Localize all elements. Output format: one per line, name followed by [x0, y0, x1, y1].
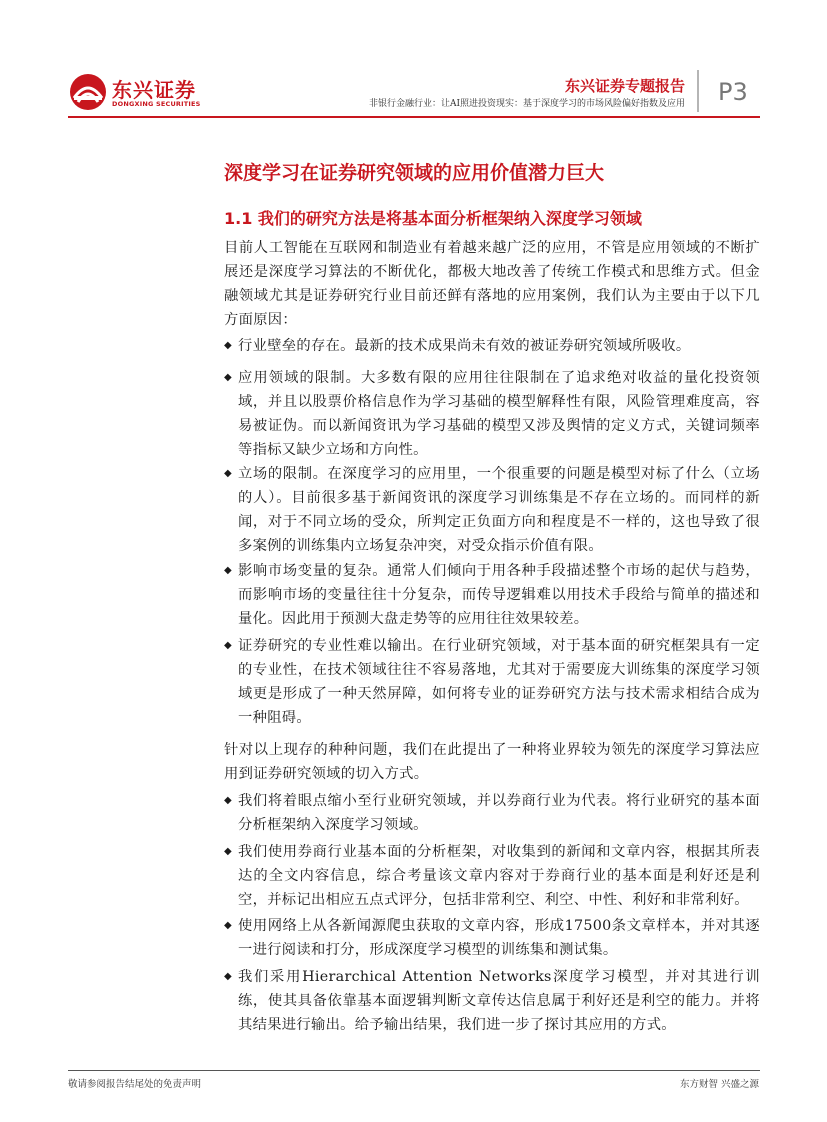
reason-text: 影响市场变量的复杂。通常人们倾向于用各种手段描述整个市场的起伏与趋势，而影响市场的变量往往十分复杂，而传导逻辑难以用技术手段给与简单的描述和量化。因此用于预测大盘走势等的应用往往效果较差。 [238, 563, 760, 627]
bullet-diamond-icon: ◆ [224, 565, 232, 576]
reason-item [224, 559, 760, 631]
footer-rule [68, 1070, 760, 1071]
transition-paragraph: 针对以上现存的种种问题，我们在此提出了一种将业界较为领先的深度学习算法应用到证券研究领域的切入方式。 [224, 742, 760, 782]
footer-slogan: 东方财智 兴盛之源 [679, 1079, 759, 1090]
bullet-diamond-icon: ◆ [224, 795, 232, 806]
intro-paragraph: 目前人工智能在互联网和制造业有着越来越广泛的应用，不管是应用领域的不断扩展还是深度学习算法的不断优化，都极大地改善了传统工作模式和思维方式。但金融领域尤其是证券研究行业目前还鲜有落地的应用案例，我们认为主要由于以下几方面原因： [224, 240, 760, 328]
section-subtitle: 1.1 我们的研究方法是将基本面分析框架纳入深度学习领域 [224, 209, 642, 228]
reason-item [224, 366, 760, 462]
method-item [224, 789, 760, 837]
logo-text-cn: 东兴证券 [112, 78, 196, 102]
reason-text: 立场的限制。在深度学习的应用里，一个很重要的问题是模型对标了什么（立场的人）。目前很多基于新闻资讯的深度学习训练集是不存在立场的。而同样的新闻，对于不同立场的受众，所判定正负面方向和程度是不一样的，这也导致了很多案例的训练集内立场复杂冲突，对受众指示价值有限。 [238, 466, 760, 554]
page-header [0, 0, 827, 130]
bullet-diamond-icon: ◆ [224, 372, 232, 383]
company-logo [68, 72, 208, 116]
header-divider [697, 70, 699, 112]
bullet-diamond-icon: ◆ [224, 340, 232, 351]
reason-text: 应用领域的限制。大多数有限的应用往往限制在了追求绝对收益的量化投资领域，并且以股票价格信息作为学习基础的模型解释性有限，风险管理难度高，容易被证伪。而以新闻资讯为学习基础的模型又涉及舆情的定义方式，关键词频率等指标又缺少立场和方向性。 [238, 370, 760, 458]
bullet-diamond-icon: ◆ [224, 971, 232, 982]
reason-text: 证券研究的专业性难以输出。在行业研究领域，对于基本面的研究框架具有一定的专业性，在技术领域往往不容易落地，尤其对于需要庞大训练集的深度学习领域更是形成了一种天然屏障，如何将专业的证券研究方法与技术需求相结合成为一种阻碍。 [238, 638, 760, 726]
method-item [224, 965, 760, 1037]
section-title: 深度学习在证券研究领域的应用价值潜力巨大 [224, 162, 605, 184]
logo-mark-icon [68, 72, 108, 112]
logo-text-en: DONGXING SECURITIES [112, 100, 201, 108]
method-text: 我们使用券商行业基本面的分析框架，对收集到的新闻和文章内容，根据其所表达的全文内容信息，综合考量该文章内容对于券商行业的基本面是利好还是利空，并标记出相应五点式评分，包括非常利空、利空、中性、利好和非常利好。 [238, 844, 760, 908]
reason-item [224, 634, 760, 730]
bullet-diamond-icon: ◆ [224, 468, 232, 479]
report-subtitle: 非银行金融行业：让AI照进投资现实：基于深度学习的市场风险偏好指数及应用 [368, 99, 685, 109]
method-text: 我们采用Hierarchical Attention Networks深度学习模型，并对其进行训练，使其具备依靠基本面逻辑判断文章传达信息属于利好还是利空的能力。并将其结果进行输出。给予输出结果，我们进一步了探讨其应用的方式。 [238, 969, 760, 1033]
bullet-diamond-icon: ◆ [224, 640, 232, 651]
report-title: 东兴证券专题报告 [564, 77, 685, 95]
reason-text: 行业壁垒的存在。最新的技术成果尚未有效的被证券研究领域所吸收。 [238, 338, 691, 354]
header-rule [68, 116, 760, 118]
page-number: P3 [718, 78, 748, 106]
bullet-diamond-icon: ◆ [224, 846, 232, 857]
reason-item [224, 462, 760, 558]
method-item [224, 840, 760, 912]
bullet-diamond-icon: ◆ [224, 920, 232, 931]
footer-disclaimer: 敬请参阅报告结尾处的免责声明 [68, 1079, 202, 1090]
reason-item [224, 334, 760, 358]
method-item [224, 914, 760, 962]
method-text: 使用网络上从各新闻源爬虫获取的文章内容，形成17500条文章样本，并对其逐一进行阅读和打分，形成深度学习模型的训练集和测试集。 [238, 918, 760, 958]
method-text: 我们将着眼点缩小至行业研究领域，并以券商行业为代表。将行业研究的基本面分析框架纳入深度学习领域。 [238, 793, 760, 833]
